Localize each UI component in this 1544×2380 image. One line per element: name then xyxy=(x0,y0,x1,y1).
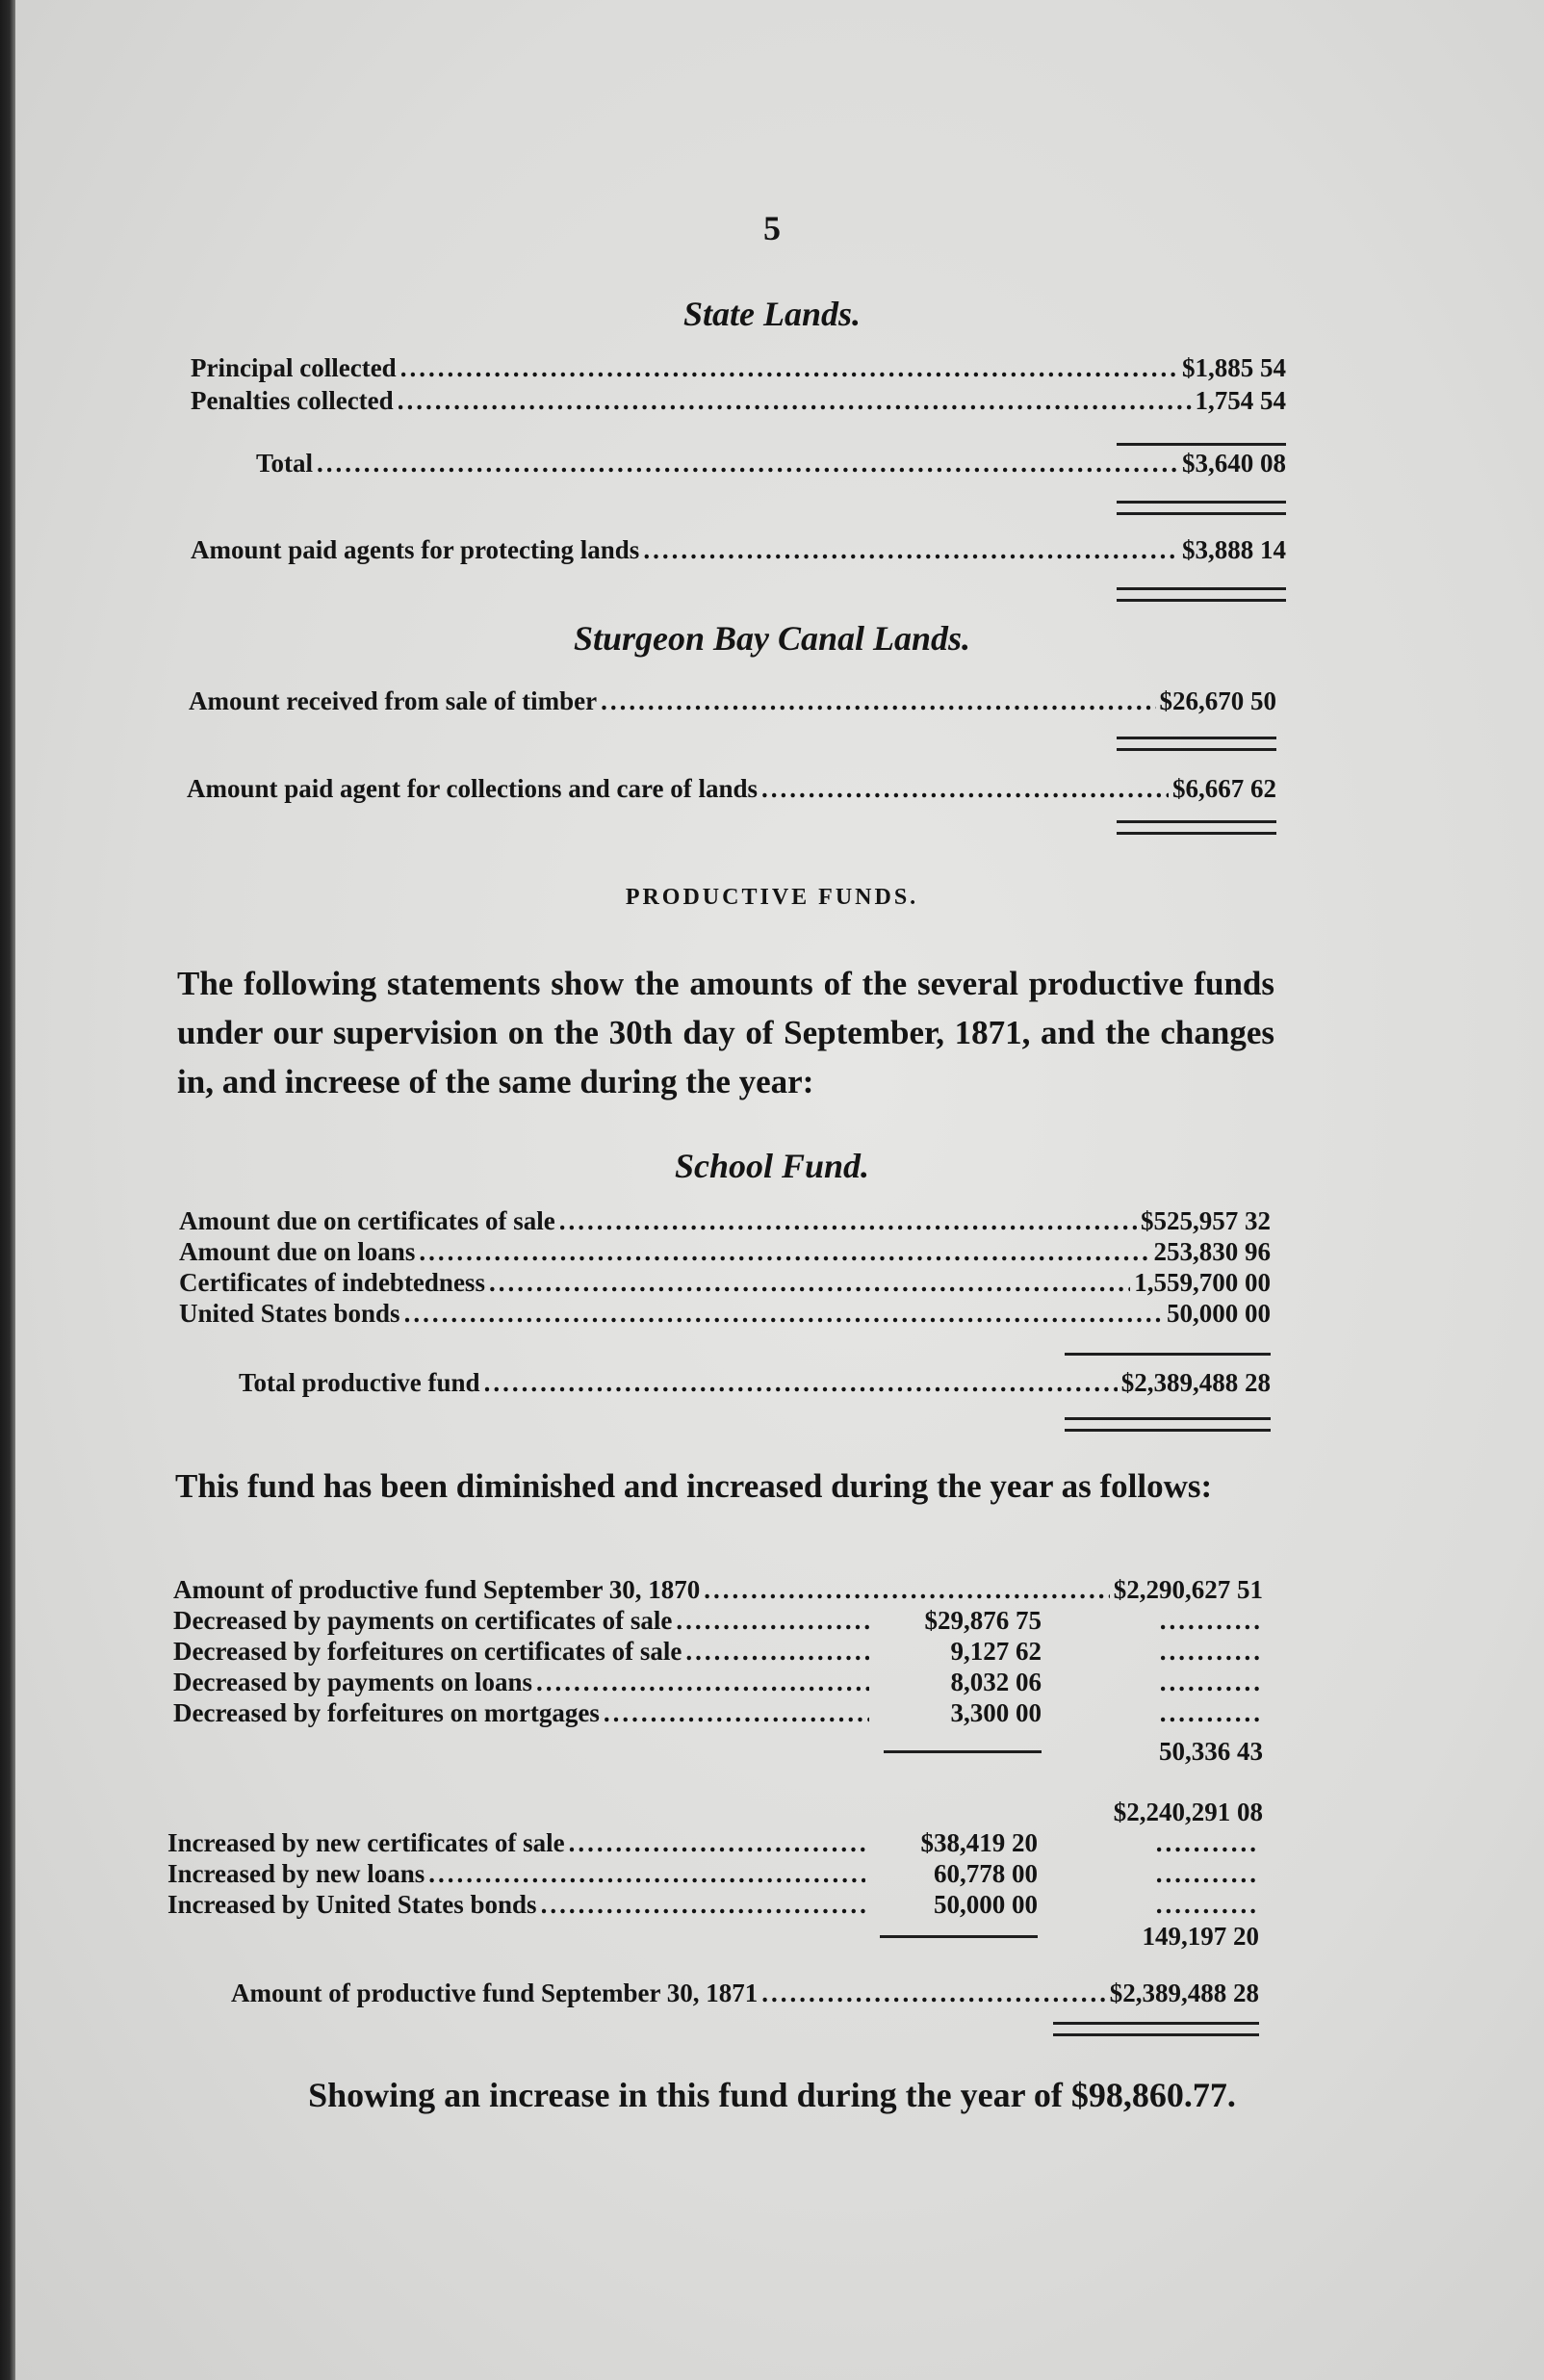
closing-amount: $2,389,488 28 xyxy=(1109,1979,1259,2007)
decrease-amount: 3,300 00 xyxy=(950,1698,1042,1727)
leader-dots xyxy=(704,1574,1109,1605)
double-rule xyxy=(1117,501,1286,515)
leader-dots xyxy=(400,352,1178,383)
leader-dots xyxy=(419,1236,1149,1267)
leader-dots xyxy=(676,1605,869,1636)
decrease-row xyxy=(173,1605,1263,1636)
increase-amount: $38,419 20 xyxy=(920,1828,1038,1857)
penalties-amount: 1,754 54 xyxy=(1195,386,1286,415)
leader-dots xyxy=(536,1667,869,1697)
opening-label: Amount of productive fund September 30, 1870 xyxy=(173,1575,701,1604)
timber-amount: $26,670 50 xyxy=(1159,686,1276,715)
decrease-row xyxy=(173,1667,1263,1697)
decrease-row xyxy=(173,1636,1263,1667)
leader-dots xyxy=(428,1858,865,1889)
school-fund-row xyxy=(179,1298,1271,1329)
leader-dots xyxy=(761,773,1169,804)
total-label: Total xyxy=(256,449,314,478)
empty-column-dots xyxy=(1061,1667,1263,1697)
scan-binding-edge xyxy=(0,0,15,2380)
row-label: United States bonds xyxy=(179,1299,400,1328)
state-lands-heading: State Lands. xyxy=(682,295,862,333)
school-fund-row xyxy=(179,1267,1271,1298)
leader-dots xyxy=(398,385,1192,416)
changes-intro: This fund has been diminished and increased during the year as follows: xyxy=(175,1467,1213,1505)
increase-label: Increased by new certificates of sale xyxy=(167,1828,565,1857)
agent-collections-row xyxy=(187,773,1276,804)
school-fund-row xyxy=(179,1236,1271,1267)
row-amount: 253,830 96 xyxy=(1153,1237,1271,1266)
leader-dots xyxy=(685,1636,869,1667)
increase-label: Increased by new loans xyxy=(167,1859,425,1888)
row-label: Amount due on loans xyxy=(179,1237,416,1266)
empty-column-dots xyxy=(1057,1827,1259,1858)
empty-column-dots xyxy=(1061,1636,1263,1667)
leader-dots xyxy=(604,1697,869,1728)
opening-balance-row xyxy=(173,1574,1263,1605)
increase-amount: 60,778 00 xyxy=(934,1859,1038,1888)
leader-dots xyxy=(404,1298,1163,1329)
leader-dots xyxy=(601,686,1155,716)
empty-column-dots xyxy=(1057,1889,1259,1920)
increase-label: Increased by United States bonds xyxy=(167,1890,537,1919)
agent-label: Amount paid agent for collections and care of lands xyxy=(187,774,759,803)
double-rule xyxy=(1117,737,1276,751)
sturgeon-bay-heading: Sturgeon Bay Canal Lands. xyxy=(573,619,971,658)
increase-total: 149,197 20 xyxy=(1142,1922,1259,1951)
principal-collected-row xyxy=(191,352,1286,383)
productive-funds-intro: The following statements show the amounts of the several productive funds under our supervision on the 30th day of September, 1871, and the changes in, and increese of the same during the year: xyxy=(177,965,1274,1100)
empty-column-dots xyxy=(1061,1605,1263,1636)
school-fund-row xyxy=(179,1205,1271,1236)
double-rule xyxy=(1065,1417,1271,1432)
decrease-total: 50,336 43 xyxy=(1159,1737,1263,1766)
leader-dots xyxy=(569,1827,865,1858)
empty-column-dots xyxy=(1061,1697,1263,1728)
subtotal-row xyxy=(173,1797,1263,1827)
decrease-label: Decreased by forfeitures on mortgages xyxy=(173,1698,600,1727)
empty-column-dots xyxy=(1057,1858,1259,1889)
leader-dots xyxy=(317,448,1178,479)
decrease-label: Decreased by forfeitures on certificates of sale xyxy=(173,1637,682,1666)
double-rule xyxy=(1117,820,1276,835)
total-amount: $3,640 08 xyxy=(1182,449,1286,478)
decrease-label: Decreased by payments on loans xyxy=(173,1668,533,1696)
leader-dots xyxy=(559,1205,1137,1236)
closing-statement: Showing an increase in this fund during the year of $98,860.77. xyxy=(308,2076,1236,2114)
row-amount: 50,000 00 xyxy=(1167,1299,1271,1328)
principal-amount: $1,885 54 xyxy=(1182,353,1286,382)
page-number: 5 xyxy=(763,209,781,247)
principal-label: Principal collected xyxy=(191,353,397,382)
decrease-amount: 9,127 62 xyxy=(950,1637,1042,1666)
increase-row xyxy=(167,1827,1259,1858)
double-rule xyxy=(1117,587,1286,602)
decrease-total-row xyxy=(173,1736,1263,1767)
agent-amount: $6,667 62 xyxy=(1172,774,1276,803)
total-label: Total productive fund xyxy=(239,1368,480,1397)
total-productive-fund-row xyxy=(239,1367,1271,1398)
double-rule xyxy=(1053,2022,1259,2036)
opening-amount: $2,290,627 51 xyxy=(1113,1575,1263,1604)
school-fund-heading: School Fund. xyxy=(674,1147,870,1185)
subtotal-amount: $2,240,291 08 xyxy=(1113,1798,1263,1826)
penalties-collected-row xyxy=(191,385,1286,416)
leader-dots xyxy=(484,1367,1118,1398)
agents-amount: $3,888 14 xyxy=(1182,535,1286,564)
productive-funds-heading: PRODUCTIVE FUNDS. xyxy=(625,885,919,910)
row-label: Certificates of indebtedness xyxy=(179,1268,485,1297)
decrease-amount: 8,032 06 xyxy=(950,1668,1042,1696)
decrease-row xyxy=(173,1697,1263,1728)
increase-amount: 50,000 00 xyxy=(934,1890,1038,1919)
row-amount: 1,559,700 00 xyxy=(1134,1268,1271,1297)
sum-rule xyxy=(1065,1353,1271,1356)
agents-paid-row xyxy=(191,534,1286,565)
total-amount: $2,389,488 28 xyxy=(1120,1368,1271,1397)
closing-label: Amount of productive fund September 30, 1871 xyxy=(231,1979,759,2007)
increase-total-row xyxy=(167,1921,1259,1952)
penalties-label: Penalties collected xyxy=(191,386,394,415)
increase-row xyxy=(167,1889,1259,1920)
sum-rule xyxy=(1117,443,1286,446)
state-lands-total-row xyxy=(256,448,1286,479)
row-label: Amount due on certificates of sale xyxy=(179,1206,555,1235)
decrease-label: Decreased by payments on certificates of sale xyxy=(173,1606,673,1635)
leader-dots xyxy=(643,534,1178,565)
leader-dots xyxy=(541,1889,865,1920)
timber-label: Amount received from sale of timber xyxy=(189,686,598,715)
agents-label: Amount paid agents for protecting lands xyxy=(191,535,640,564)
leader-dots xyxy=(761,1978,1105,2008)
closing-balance-row xyxy=(231,1978,1259,2008)
leader-dots xyxy=(489,1267,1130,1298)
timber-sale-row xyxy=(189,686,1276,716)
decrease-amount: $29,876 75 xyxy=(924,1606,1042,1635)
row-amount: $525,957 32 xyxy=(1141,1206,1271,1235)
increase-row xyxy=(167,1858,1259,1889)
